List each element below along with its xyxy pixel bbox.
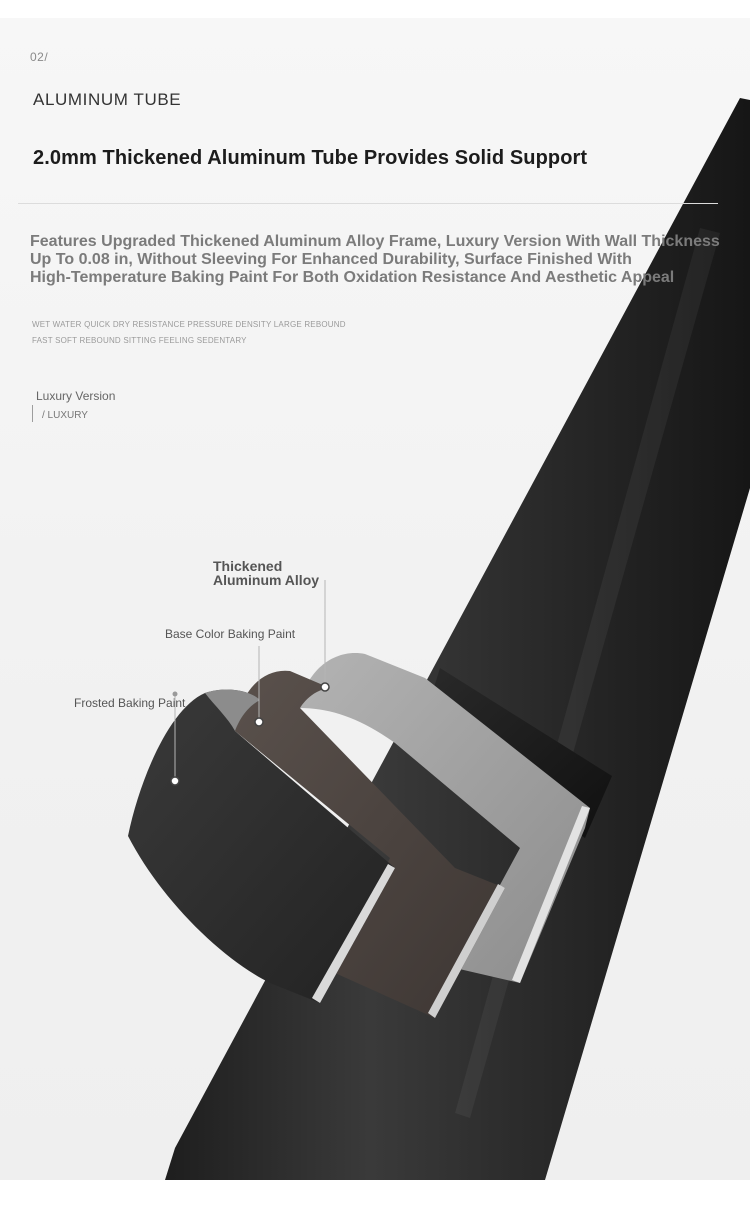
layer-label-frosted: Frosted Baking Paint <box>74 696 186 710</box>
title-divider <box>18 203 718 204</box>
layer-label-alloy-line1: Thickened <box>213 558 283 574</box>
product-panel <box>0 18 750 1180</box>
version-marker <box>32 405 33 422</box>
callout-dot-alloy <box>321 683 329 691</box>
version-label: Luxury Version <box>36 389 116 403</box>
feature-keywords-1: WET WATER QUICK DRY RESISTANCE PRESSURE DENSITY LARGE REBOUND <box>32 320 346 329</box>
section-kicker: ALUMINUM TUBE <box>33 90 182 109</box>
layer-label-alloy-line2: Aluminum Alloy <box>213 572 320 588</box>
aluminum-tube-illustration <box>0 18 750 1180</box>
section-index: 02/ <box>30 50 49 64</box>
layer-label-base: Base Color Baking Paint <box>165 627 296 641</box>
section-title: 2.0mm Thickened Aluminum Tube Provides Solid Support <box>33 147 588 169</box>
layer-label-alloy <box>213 559 319 587</box>
callout-dot-base <box>255 718 263 726</box>
callout-dot-frosted <box>171 777 179 785</box>
feature-keywords-2: FAST SOFT REBOUND SITTING FEELING SEDENTARY <box>32 336 247 345</box>
version-sublabel: / LUXURY <box>42 410 88 421</box>
description-line-3: High-Temperature Baking Paint For Both Oxidation Resistance And Aesthetic Appeal <box>30 269 675 286</box>
description-line-2: Up To 0.08 in, Without Sleeving For Enhanced Durability, Surface Finished With <box>30 251 632 268</box>
description-text <box>30 233 730 287</box>
description-line-1: Features Upgraded Thickened Aluminum Alloy Frame, Luxury Version With Wall Thickness <box>30 233 720 250</box>
